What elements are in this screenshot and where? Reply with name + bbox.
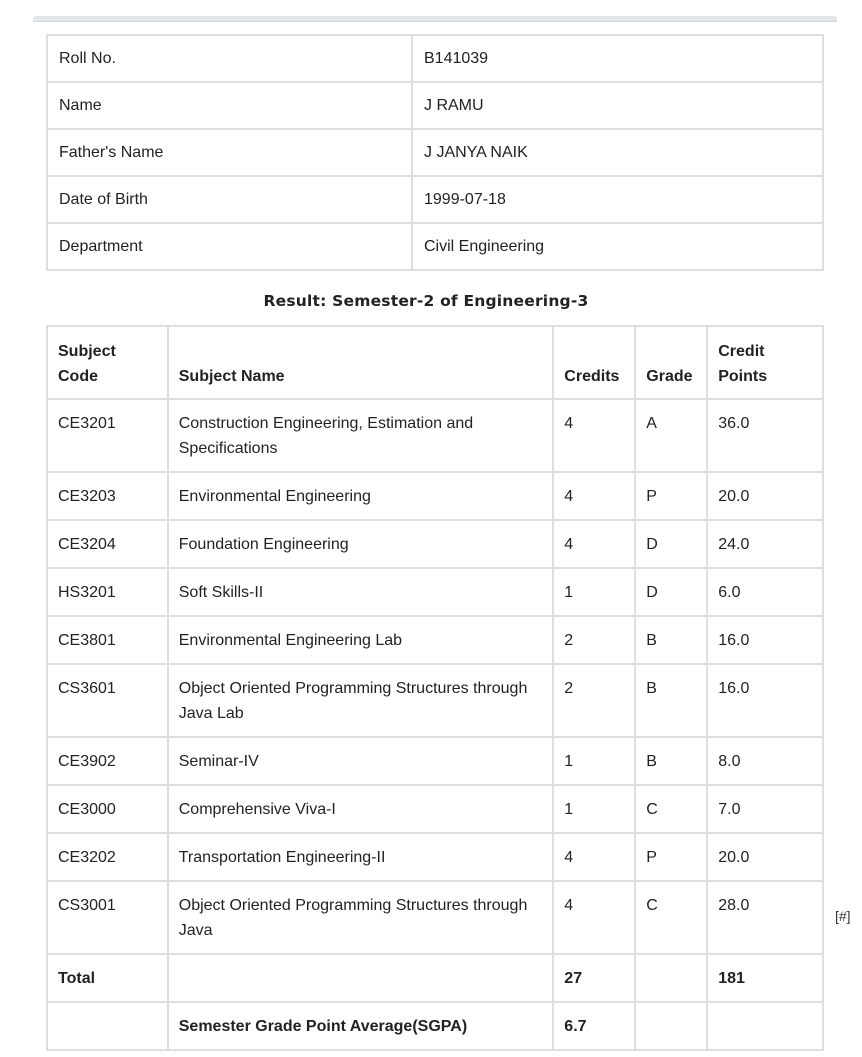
subject-name: Environmental Engineering bbox=[168, 472, 554, 520]
subject-grade: D bbox=[635, 520, 707, 568]
subject-name: Comprehensive Viva-I bbox=[168, 785, 554, 833]
header-credits: Credits bbox=[553, 326, 635, 399]
info-row-date-of-birth bbox=[47, 176, 823, 223]
info-value: J RAMU bbox=[412, 82, 823, 129]
sgpa-empty-cell bbox=[47, 1002, 168, 1050]
subject-credits: 1 bbox=[553, 785, 635, 833]
result-title: Result: Semester-2 of Engineering-3 bbox=[263, 292, 589, 310]
subject-credits: 2 bbox=[553, 616, 635, 664]
subject-grade: B bbox=[635, 737, 707, 785]
info-row-roll-no bbox=[47, 35, 823, 82]
subject-credits: 4 bbox=[553, 399, 635, 472]
total-credits: 27 bbox=[553, 954, 635, 1002]
subject-grade: P bbox=[635, 472, 707, 520]
subject-grade: C bbox=[635, 881, 707, 954]
top-border-bar bbox=[33, 16, 837, 22]
info-value: Civil Engineering bbox=[412, 223, 823, 270]
info-value: 1999-07-18 bbox=[412, 176, 823, 223]
subject-code: CE3201 bbox=[47, 399, 168, 472]
subject-grade: A bbox=[635, 399, 707, 472]
header-subject-code-line2: Code bbox=[58, 368, 98, 385]
subject-code: CS3001 bbox=[47, 881, 168, 954]
header-subject-code bbox=[47, 326, 168, 399]
subject-row bbox=[47, 568, 823, 616]
result-header-row bbox=[47, 326, 823, 399]
subject-credit-points: 6.0 bbox=[707, 568, 823, 616]
sgpa-empty-cell bbox=[635, 1002, 707, 1050]
subject-row bbox=[47, 664, 823, 737]
subject-code: HS3201 bbox=[47, 568, 168, 616]
total-label: Total bbox=[47, 954, 168, 1002]
student-info-table bbox=[46, 34, 824, 271]
info-label: Name bbox=[47, 82, 412, 129]
subject-name: Soft Skills-II bbox=[168, 568, 554, 616]
subject-credit-points: 28.0 bbox=[707, 881, 823, 954]
subject-name: Object Oriented Programming Structures through Java Lab bbox=[168, 664, 554, 737]
info-label: Date of Birth bbox=[47, 176, 412, 223]
info-label: Roll No. bbox=[47, 35, 412, 82]
subject-row bbox=[47, 785, 823, 833]
info-row-name bbox=[47, 82, 823, 129]
subject-row bbox=[47, 616, 823, 664]
subject-code: CE3801 bbox=[47, 616, 168, 664]
subject-name: Seminar-IV bbox=[168, 737, 554, 785]
subject-row bbox=[47, 399, 823, 472]
subject-credit-points: 36.0 bbox=[707, 399, 823, 472]
subject-credit-points: 8.0 bbox=[707, 737, 823, 785]
subject-grade: B bbox=[635, 616, 707, 664]
subject-grade: B bbox=[635, 664, 707, 737]
subject-code: CE3203 bbox=[47, 472, 168, 520]
subject-code: CS3601 bbox=[47, 664, 168, 737]
subject-credits: 1 bbox=[553, 568, 635, 616]
subject-credits: 4 bbox=[553, 833, 635, 881]
header-grade: Grade bbox=[635, 326, 707, 399]
subject-code: CE3000 bbox=[47, 785, 168, 833]
subject-code: CE3902 bbox=[47, 737, 168, 785]
subject-credit-points: 20.0 bbox=[707, 472, 823, 520]
result-table bbox=[46, 325, 824, 1051]
subject-row bbox=[47, 520, 823, 568]
subject-grade: D bbox=[635, 568, 707, 616]
sgpa-label: Semester Grade Point Average(SGPA) bbox=[168, 1002, 554, 1050]
subject-credit-points: 16.0 bbox=[707, 664, 823, 737]
info-row-fathers-name bbox=[47, 129, 823, 176]
header-subject-code-line1: Subject bbox=[58, 343, 116, 360]
subject-row bbox=[47, 737, 823, 785]
side-marker: [#] bbox=[835, 908, 851, 924]
subject-name: Environmental Engineering Lab bbox=[168, 616, 554, 664]
subject-name: Transportation Engineering-II bbox=[168, 833, 554, 881]
header-credit-points-line2: Points bbox=[718, 368, 768, 385]
subject-credit-points: 16.0 bbox=[707, 616, 823, 664]
header-subject-name: Subject Name bbox=[168, 326, 554, 399]
subject-credits: 2 bbox=[553, 664, 635, 737]
info-row-department bbox=[47, 223, 823, 270]
sgpa-value: 6.7 bbox=[553, 1002, 635, 1050]
subject-code: CE3202 bbox=[47, 833, 168, 881]
subject-credits: 1 bbox=[553, 737, 635, 785]
total-credit-points: 181 bbox=[707, 954, 823, 1002]
subject-row bbox=[47, 472, 823, 520]
subject-grade: C bbox=[635, 785, 707, 833]
subject-name: Construction Engineering, Estimation and Specifications bbox=[168, 399, 554, 472]
sgpa-empty-cell bbox=[707, 1002, 823, 1050]
info-value: B141039 bbox=[412, 35, 823, 82]
total-empty-cell bbox=[168, 954, 554, 1002]
subject-grade: P bbox=[635, 833, 707, 881]
subject-name: Object Oriented Programming Structures through Java bbox=[168, 881, 554, 954]
info-label: Father's Name bbox=[47, 129, 412, 176]
subject-credits: 4 bbox=[553, 472, 635, 520]
total-row bbox=[47, 954, 823, 1002]
subject-credits: 4 bbox=[553, 520, 635, 568]
subject-row bbox=[47, 881, 823, 954]
subject-credits: 4 bbox=[553, 881, 635, 954]
header-credit-points-line1: Credit bbox=[718, 343, 765, 360]
total-empty-cell bbox=[635, 954, 707, 1002]
subject-credit-points: 20.0 bbox=[707, 833, 823, 881]
subject-credit-points: 7.0 bbox=[707, 785, 823, 833]
subject-credit-points: 24.0 bbox=[707, 520, 823, 568]
subject-name: Foundation Engineering bbox=[168, 520, 554, 568]
info-value: J JANYA NAIK bbox=[412, 129, 823, 176]
subject-code: CE3204 bbox=[47, 520, 168, 568]
header-credit-points bbox=[707, 326, 823, 399]
sgpa-row bbox=[47, 1002, 823, 1050]
subject-row bbox=[47, 833, 823, 881]
info-label: Department bbox=[47, 223, 412, 270]
